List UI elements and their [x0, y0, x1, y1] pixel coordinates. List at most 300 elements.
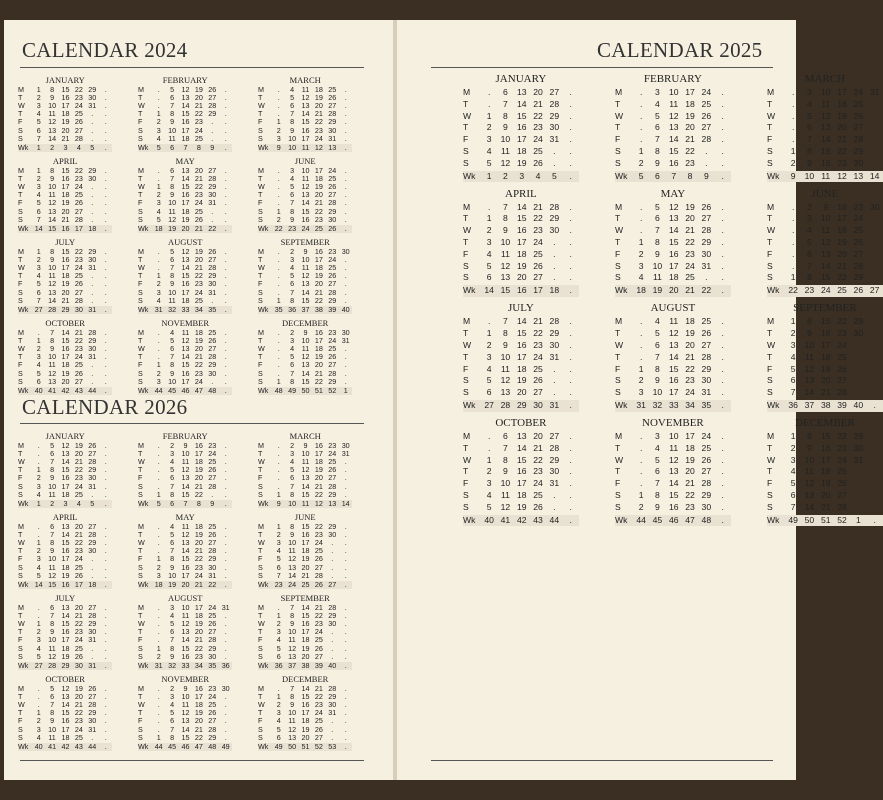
day-cell: 24: [685, 387, 695, 398]
day-cell: 17: [685, 87, 695, 97]
weekday-label: W: [138, 538, 145, 548]
weekday-row: [615, 134, 731, 146]
day-cell: 28: [549, 442, 560, 453]
day-cell: 5: [655, 201, 660, 212]
day-cell: 25: [194, 295, 203, 305]
day-cell: .: [331, 627, 334, 637]
day-cell: 1: [790, 146, 796, 156]
day-cell: 9: [303, 247, 308, 256]
weekday-label: S: [463, 490, 469, 501]
day-cell: 28: [549, 98, 560, 109]
weekday-label: W: [18, 457, 25, 467]
day-cell: 13: [61, 522, 70, 531]
day-cell: 9: [807, 157, 812, 168]
day-cell: 18: [820, 466, 831, 477]
week-label: Wk: [18, 142, 29, 152]
week-number: 39: [837, 399, 847, 410]
day-cell: 20: [301, 732, 310, 742]
weekday-label: T: [258, 449, 263, 459]
day-cell: .: [344, 125, 347, 135]
weekday-label: S: [138, 732, 143, 742]
weekday-row: [615, 146, 731, 158]
day-cell: 28: [701, 351, 712, 362]
day-cell: 10: [288, 133, 297, 143]
day-cell: 31: [869, 87, 880, 97]
day-cell: 3: [790, 454, 796, 465]
week-number: .: [344, 142, 347, 152]
day-cell: 23: [837, 157, 847, 168]
day-cell: 14: [301, 368, 310, 378]
day-cell: 16: [194, 684, 203, 693]
day-cell: 26: [701, 110, 712, 121]
day-cell: 30: [549, 466, 560, 477]
day-cell: 18: [837, 225, 847, 236]
day-cell: 26: [88, 441, 97, 450]
day-cell: 22: [74, 166, 83, 175]
day-cell: 12: [181, 619, 190, 629]
day-cell: 28: [837, 387, 847, 398]
day-cell: 13: [48, 287, 57, 297]
day-cell: .: [721, 272, 724, 283]
weekday-label: S: [138, 489, 143, 499]
day-cell: 18: [61, 109, 70, 119]
day-cell: .: [721, 339, 724, 350]
week-number: 38: [314, 304, 323, 314]
day-cell: 18: [181, 295, 190, 305]
week-number: 42: [61, 741, 70, 751]
day-cell: 28: [853, 134, 864, 145]
day-cell: 10: [288, 538, 297, 548]
day-cell: 7: [790, 501, 796, 512]
day-cell: 3: [170, 692, 175, 702]
day-cell: 11: [168, 295, 176, 305]
day-cell: 16: [668, 248, 679, 259]
week-number-row: [258, 306, 352, 314]
day-cell: 19: [61, 570, 70, 580]
day-cell: 9: [290, 700, 295, 710]
month-name: SEPTEMBER: [280, 237, 330, 247]
day-cell: 18: [685, 98, 695, 109]
day-cell: .: [224, 182, 227, 192]
weekday-label: T: [138, 465, 143, 475]
week-number: 47: [194, 741, 203, 751]
weekday-label: S: [615, 501, 621, 512]
day-cell: 7: [290, 368, 295, 378]
day-cell: .: [157, 692, 160, 702]
weekday-label: T: [18, 708, 23, 718]
day-cell: .: [791, 87, 795, 97]
weekday-label: S: [138, 376, 143, 386]
day-cell: .: [857, 339, 860, 350]
week-label: Wk: [258, 304, 269, 314]
day-cell: 31: [701, 260, 712, 271]
weekday-label: M: [18, 247, 24, 256]
weekday-row: [615, 225, 731, 237]
week-number: 4: [76, 142, 81, 152]
day-cell: 22: [194, 271, 203, 281]
weekday-label: M: [258, 441, 264, 450]
day-cell: 23: [74, 716, 83, 726]
day-cell: 22: [837, 431, 847, 442]
week-number: 12: [837, 170, 847, 181]
day-cell: 28: [208, 352, 217, 362]
week-number: 18: [154, 223, 163, 233]
day-cell: 19: [194, 619, 203, 629]
day-cell: 28: [328, 481, 337, 491]
weekday-label: S: [138, 214, 143, 224]
day-cell: 19: [516, 501, 527, 512]
day-cell: 24: [685, 260, 695, 271]
day-cell: 26: [701, 201, 712, 212]
weekday-label: W: [258, 538, 265, 548]
day-cell: .: [91, 198, 94, 208]
day-cell: 19: [181, 214, 190, 224]
day-cell: .: [791, 237, 795, 248]
day-cell: .: [791, 134, 795, 145]
day-cell: 29: [853, 316, 864, 327]
week-number: 31: [88, 304, 97, 314]
day-cell: 14: [181, 263, 190, 273]
day-cell: 16: [61, 344, 70, 354]
weekday-label: M: [258, 247, 264, 256]
day-cell: 1: [790, 431, 796, 442]
day-cell: 24: [328, 336, 337, 346]
day-cell: .: [873, 501, 876, 512]
weekday-label: S: [18, 489, 23, 499]
weekday-label: W: [138, 101, 145, 111]
day-cell: 15: [301, 117, 310, 127]
day-cell: 26: [328, 352, 337, 362]
week-label: Wk: [258, 385, 269, 395]
weekday-label: T: [18, 93, 23, 103]
day-cell: .: [224, 287, 227, 297]
day-cell: .: [639, 110, 643, 121]
day-cell: 31: [88, 724, 97, 734]
day-cell: 17: [301, 708, 310, 718]
day-cell: 31: [328, 708, 337, 718]
day-cell: 3: [170, 449, 175, 459]
day-cell: 25: [208, 611, 217, 621]
day-cell: .: [104, 603, 107, 612]
day-cell: .: [344, 198, 347, 208]
day-cell: 27: [328, 101, 337, 111]
day-cell: 7: [290, 603, 295, 612]
day-cell: 15: [820, 146, 831, 156]
weekday-label: T: [767, 213, 773, 224]
weekday-label: T: [138, 708, 143, 718]
week-number: 50: [301, 385, 310, 395]
day-cell: .: [157, 352, 160, 362]
day-cell: 11: [301, 457, 310, 467]
day-cell: 18: [194, 522, 203, 531]
day-cell: .: [104, 554, 107, 564]
weekday-label: T: [463, 122, 469, 133]
day-cell: .: [224, 724, 227, 734]
day-cell: .: [569, 478, 572, 489]
week-label: Wk: [18, 579, 29, 589]
day-cell: .: [224, 635, 227, 645]
day-cell: 23: [685, 248, 695, 259]
day-cell: .: [104, 271, 107, 281]
day-cell: 8: [50, 247, 55, 256]
day-cell: .: [569, 454, 572, 465]
day-cell: 1: [790, 272, 796, 283]
weekday-label: T: [18, 530, 23, 540]
day-cell: 16: [820, 328, 831, 339]
weekday-label: T: [18, 546, 23, 556]
day-cell: 11: [301, 85, 310, 94]
day-cell: 26: [533, 157, 543, 168]
week-number: 31: [549, 399, 560, 410]
day-cell: 25: [74, 109, 83, 119]
day-cell: 7: [36, 295, 41, 305]
week-label: Wk: [615, 285, 628, 296]
weekday-label: T: [18, 692, 23, 702]
week-label: Wk: [138, 498, 149, 508]
week-number: .: [224, 223, 227, 233]
day-cell: 13: [500, 272, 511, 283]
day-cell: 22: [194, 182, 203, 192]
day-cell: .: [344, 627, 347, 637]
day-cell: .: [157, 538, 160, 548]
day-cell: 29: [701, 490, 712, 501]
day-cell: 24: [208, 692, 217, 702]
week-number: 18: [636, 285, 646, 296]
week-number: 52: [837, 514, 847, 525]
weekday-label: W: [767, 454, 776, 465]
day-cell: 8: [290, 295, 295, 305]
day-cell: 4: [290, 85, 295, 94]
day-cell: 21: [194, 481, 203, 491]
day-cell: .: [277, 263, 280, 273]
day-cell: 12: [500, 375, 511, 386]
month-name: MAY: [660, 187, 686, 200]
weekday-label: T: [258, 546, 263, 556]
week-number: 36: [288, 304, 297, 314]
day-cell: 12: [301, 93, 310, 103]
day-cell: .: [157, 85, 160, 94]
day-cell: 30: [701, 501, 712, 512]
day-cell: 4: [790, 466, 796, 477]
day-cell: 27: [74, 206, 83, 216]
day-cell: 7: [170, 635, 175, 645]
day-cell: 21: [820, 387, 831, 398]
day-cell: .: [569, 339, 572, 350]
day-cell: 25: [853, 98, 864, 109]
weekday-row: [258, 297, 352, 305]
week-number: 40: [341, 304, 350, 314]
day-cell: 16: [181, 368, 190, 378]
day-cell: 27: [328, 473, 337, 483]
weekday-row: [767, 225, 883, 237]
week-number: 8: [687, 170, 693, 181]
day-cell: 24: [533, 478, 543, 489]
week-number: 23: [288, 223, 297, 233]
day-cell: 11: [804, 351, 814, 362]
week-number: 42: [61, 385, 70, 395]
day-cell: 10: [48, 481, 57, 491]
day-cell: 20: [314, 101, 323, 111]
day-cell: 22: [74, 538, 83, 548]
day-cell: 11: [168, 206, 176, 216]
day-cell: 31: [88, 481, 97, 491]
weekday-label: T: [258, 255, 263, 265]
day-cell: 20: [685, 122, 695, 133]
week-number-row: [258, 743, 352, 751]
week-number: 28: [48, 660, 57, 670]
day-cell: 29: [88, 85, 97, 94]
day-cell: .: [224, 441, 227, 450]
day-cell: 28: [74, 295, 83, 305]
day-cell: 31: [341, 336, 350, 346]
day-cell: .: [791, 260, 795, 271]
week-number: 17: [533, 285, 543, 296]
day-cell: .: [705, 157, 708, 168]
day-cell: 4: [36, 489, 41, 499]
day-cell: .: [157, 255, 160, 265]
day-cell: 7: [170, 546, 175, 556]
week-number-row: [18, 306, 112, 314]
day-cell: 16: [314, 328, 323, 337]
day-cell: .: [104, 328, 107, 337]
week-number: 34: [685, 399, 695, 410]
day-cell: .: [277, 287, 280, 297]
month-name: JANUARY: [45, 75, 85, 85]
day-cell: 3: [790, 339, 796, 350]
week-number: 23: [804, 285, 815, 296]
day-cell: 12: [820, 110, 831, 121]
day-cell: 3: [638, 260, 644, 271]
weekday-label: S: [18, 570, 23, 580]
day-cell: 2: [638, 375, 644, 386]
day-cell: 5: [807, 237, 812, 248]
week-number: 17: [74, 223, 83, 233]
day-cell: 18: [685, 316, 695, 327]
weekday-row: [615, 316, 731, 328]
day-cell: .: [569, 146, 572, 156]
day-cell: 14: [61, 328, 70, 337]
day-cell: .: [553, 363, 556, 374]
day-cell: .: [344, 562, 347, 572]
day-cell: 10: [48, 554, 57, 564]
week-label: Wk: [258, 741, 269, 751]
day-cell: 20: [194, 627, 203, 637]
weekday-label: F: [138, 635, 143, 645]
week-number: 47: [685, 514, 695, 525]
day-cell: 9: [290, 214, 295, 224]
week-number: 2: [50, 142, 55, 152]
week-number: 14: [34, 579, 43, 589]
day-cell: .: [224, 174, 227, 184]
day-cell: .: [277, 449, 280, 459]
weekday-row: [615, 490, 731, 502]
day-cell: 18: [181, 206, 190, 216]
weekday-label: S: [615, 490, 621, 501]
day-cell: 20: [61, 376, 70, 386]
week-number: 48: [701, 514, 712, 525]
week-number-row: [615, 171, 731, 183]
weekday-label: T: [767, 98, 773, 109]
day-cell: 5: [170, 465, 175, 475]
day-cell: .: [277, 473, 280, 483]
week-number: 5: [90, 498, 95, 508]
day-cell: .: [157, 93, 160, 103]
day-cell: 9: [503, 225, 508, 236]
weekday-row: [138, 572, 232, 580]
day-cell: 22: [533, 328, 543, 339]
day-cell: 11: [500, 363, 510, 374]
weekday-label: T: [18, 255, 23, 265]
week-number: 44: [154, 385, 163, 395]
day-cell: 29: [328, 489, 337, 499]
day-cell: .: [224, 271, 227, 281]
day-cell: 2: [36, 546, 41, 556]
week-number: 7: [183, 498, 188, 508]
day-cell: 25: [314, 716, 323, 726]
week-number: 44: [88, 385, 97, 395]
day-cell: 9: [50, 716, 55, 726]
day-cell: 3: [276, 133, 281, 143]
week-number: .: [104, 385, 107, 395]
week-number: .: [569, 399, 572, 410]
day-cell: 5: [790, 363, 796, 374]
weekday-label: F: [258, 117, 263, 127]
day-cell: 2: [790, 442, 796, 453]
month-name: AUGUST: [167, 237, 203, 247]
day-cell: 23: [328, 328, 337, 337]
weekday-row: [138, 135, 232, 143]
weekday-label: W: [463, 339, 472, 350]
day-cell: 27: [88, 449, 97, 459]
day-cell: 1: [638, 363, 644, 374]
week-number-row: [18, 743, 112, 751]
day-cell: 1: [156, 271, 161, 281]
day-cell: 13: [500, 387, 511, 398]
day-cell: 3: [156, 376, 161, 386]
weekday-label: F: [138, 473, 143, 483]
day-cell: 9: [503, 122, 508, 133]
weekday-label: W: [463, 454, 472, 465]
week-number: 36: [788, 399, 798, 410]
weekday-row: [138, 297, 232, 305]
day-cell: .: [157, 724, 160, 734]
weekday-label: T: [138, 271, 143, 281]
week-number: 47: [194, 385, 203, 395]
day-cell: 1: [36, 247, 41, 256]
week-number: 4: [535, 170, 541, 181]
day-cell: .: [104, 279, 107, 289]
day-cell: 25: [701, 442, 712, 453]
day-cell: 27: [74, 125, 83, 135]
day-cell: 22: [314, 295, 323, 305]
day-cell: .: [37, 449, 40, 459]
day-cell: 2: [36, 344, 41, 354]
day-cell: .: [224, 263, 227, 273]
day-cell: .: [344, 190, 347, 200]
bottom-rule: [20, 760, 364, 761]
day-cell: .: [211, 214, 214, 224]
day-cell: 20: [194, 473, 203, 483]
day-cell: 18: [194, 700, 203, 710]
day-cell: 1: [36, 85, 41, 94]
day-cell: 9: [170, 368, 175, 378]
weekday-label: W: [258, 457, 265, 467]
day-cell: 14: [804, 501, 815, 512]
day-cell: 21: [194, 546, 203, 556]
day-cell: 2: [170, 441, 175, 450]
day-cell: 12: [181, 465, 190, 475]
day-cell: .: [344, 368, 347, 378]
